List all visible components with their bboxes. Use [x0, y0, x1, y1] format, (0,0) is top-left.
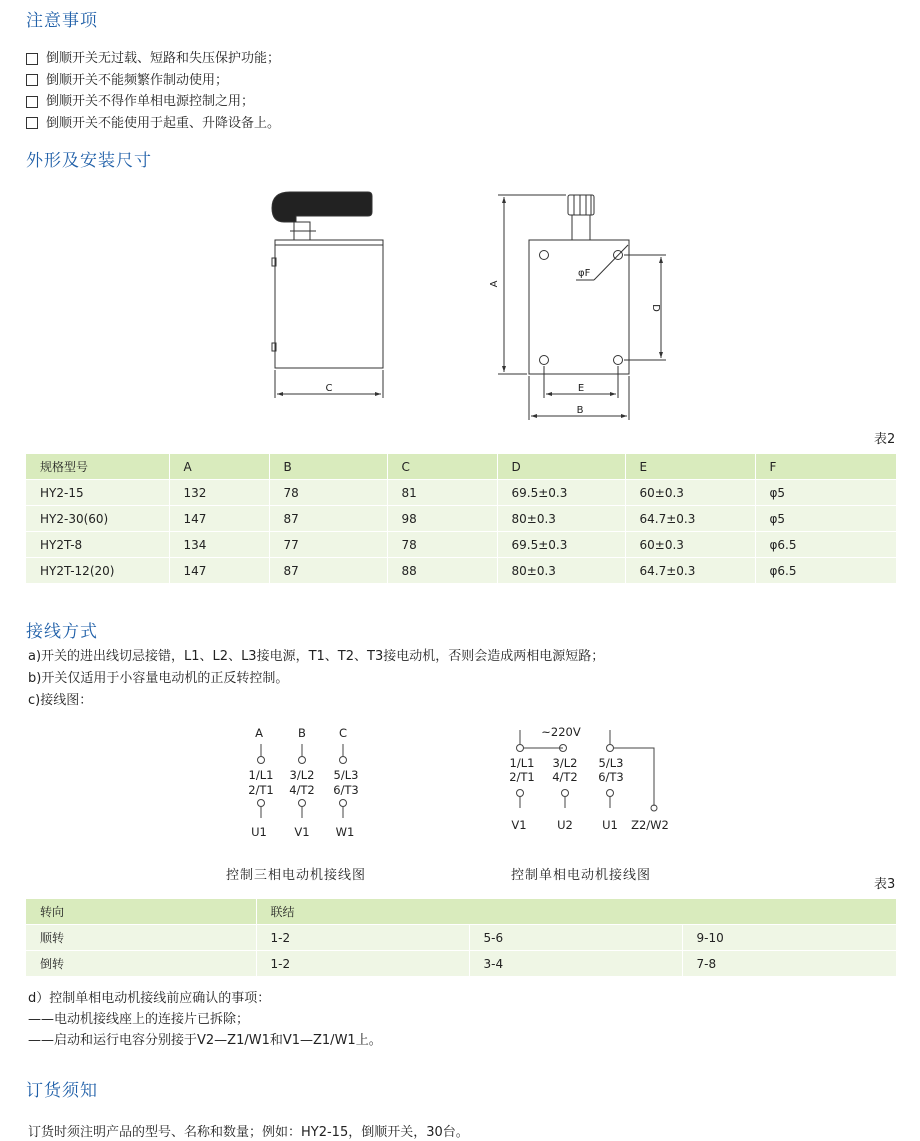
order-text: 订货时须注明产品的型号、名称和数量；例如：HY2-15，倒顺开关，30台。	[28, 1125, 469, 1140]
voltage-label: ~220V	[541, 725, 581, 739]
motor-terminal-label: V1	[511, 818, 527, 832]
table-header-row: 规格型号 A B C D E F	[26, 454, 896, 480]
motor-terminal-label: W1	[335, 825, 355, 839]
table2-label: 表2	[874, 432, 896, 447]
notes-list	[26, 48, 280, 134]
dims-title: 外形及安装尺寸	[26, 151, 152, 171]
wiring-diagrams	[0, 720, 920, 845]
note-item: 倒顺开关不能使用于起重、升降设备上。	[26, 113, 280, 135]
dim-f-label: φF	[578, 268, 591, 279]
wiring-note-b: b)开关仅适用于小容量电动机的正反转控制。	[28, 671, 289, 686]
wiring-title: 接线方式	[26, 622, 98, 642]
terminal-label: 4/T2	[552, 770, 578, 784]
handle-icon	[272, 192, 372, 222]
dim-b-label: B	[576, 405, 584, 416]
dimension-drawing	[0, 185, 920, 430]
terminal-label: 6/T3	[333, 783, 359, 797]
note-item: 倒顺开关不能频繁作制动使用；	[26, 70, 280, 92]
note-item: 倒顺开关不得作单相电源控制之用；	[26, 91, 280, 113]
confirm-item-1: ——电动机接线座上的连接片已拆除；	[28, 1012, 250, 1027]
terminal-label: 1/L1	[509, 756, 535, 770]
table-row: HY2T-12(20) 147 87 88 80±0.3 64.7±0.3 φ6.5	[26, 558, 896, 584]
terminal-label: 5/L3	[333, 768, 359, 782]
motor-terminal-label: U1	[602, 818, 618, 832]
table-row: HY2-15 132 78 81 69.5±0.3 60±0.3 φ5	[26, 480, 896, 506]
terminal-label: 3/L2	[552, 756, 578, 770]
terminal-label: 4/T2	[289, 783, 315, 797]
table-row: 倒转 1-2 3-4 7-8	[26, 951, 896, 977]
table-header-row: 转向 联结	[26, 899, 896, 925]
table-row: HY2-30(60) 147 87 98 80±0.3 64.7±0.3 φ5	[26, 506, 896, 532]
table-row: HY2T-8 134 77 78 69.5±0.3 60±0.3 φ6.5	[26, 532, 896, 558]
three-phase-caption: 控制三相电动机接线图	[226, 868, 367, 883]
phase-label: A	[255, 726, 263, 740]
notes-title: 注意事项	[26, 11, 98, 31]
dim-a-label: A	[489, 280, 500, 288]
terminal-label: 3/L2	[289, 768, 315, 782]
dim-d-label: D	[650, 304, 661, 312]
phase-label: C	[338, 726, 348, 740]
phase-label: B	[298, 726, 306, 740]
terminal-label: 6/T3	[598, 770, 624, 784]
confirm-title: d）控制单相电动机接线前应确认的事项：	[28, 991, 271, 1006]
wiring-note-a: a)开关的进出线切忌接错，L1、L2、L3接电源，T1、T2、T3接电动机，否则会造成两相电源短路；	[28, 649, 605, 664]
checkbox-icon	[26, 117, 38, 129]
single-phase-caption: 控制单相电动机接线图	[511, 868, 652, 883]
wiring-note-c: c)接线图：	[28, 693, 93, 708]
table3-label: 表3	[874, 877, 896, 892]
motor-terminal-label: V1	[294, 825, 310, 839]
confirm-item-2: ——启动和运行电容分别接于V2—Z1/W1和V1—Z1/W1上。	[28, 1033, 382, 1048]
checkbox-icon	[26, 96, 38, 108]
terminal-label: 1/L1	[248, 768, 274, 782]
spec-table	[26, 454, 896, 584]
note-item: 倒顺开关无过载、短路和失压保护功能；	[26, 48, 280, 70]
order-title: 订货须知	[26, 1081, 98, 1101]
checkbox-icon	[26, 74, 38, 86]
dim-c-label: C	[325, 383, 333, 394]
dim-e-label: E	[577, 383, 585, 394]
motor-terminal-label: Z2/W2	[631, 818, 669, 832]
terminal-label: 5/L3	[598, 756, 624, 770]
checkbox-icon	[26, 53, 38, 65]
terminal-label: 2/T1	[248, 783, 274, 797]
rotation-table	[26, 899, 896, 977]
terminal-label: 2/T1	[509, 770, 535, 784]
table-row: 顺转 1-2 5-6 9-10	[26, 925, 896, 951]
motor-terminal-label: U2	[557, 818, 573, 832]
motor-terminal-label: U1	[251, 825, 267, 839]
